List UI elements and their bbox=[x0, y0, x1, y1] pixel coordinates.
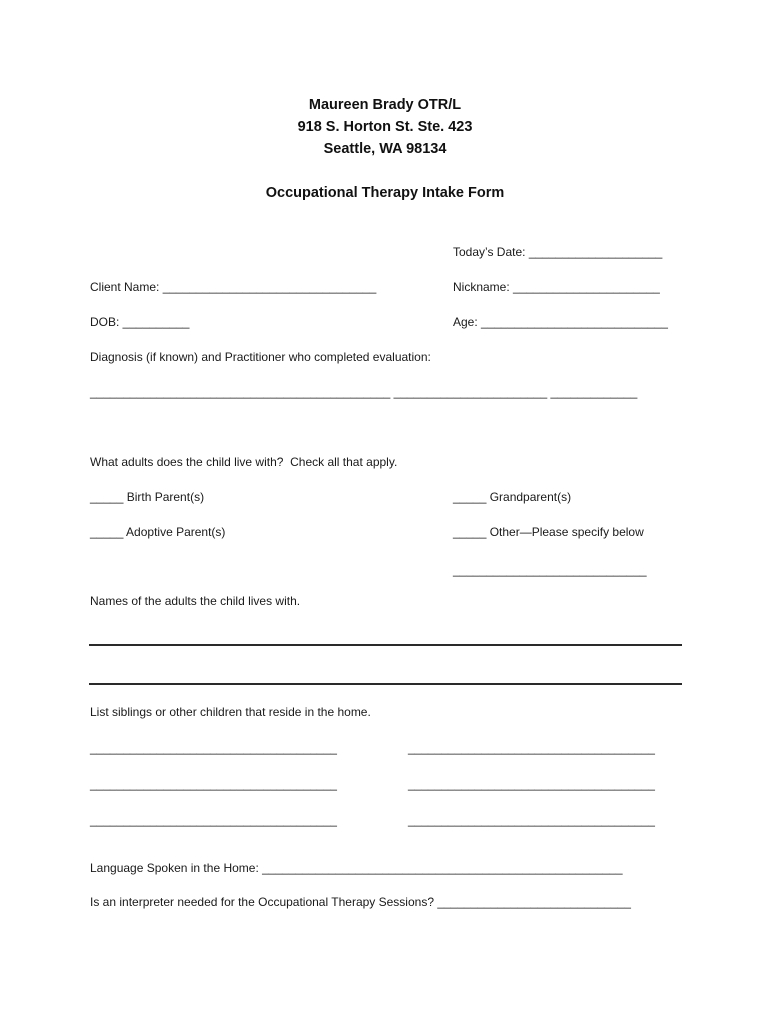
address-line-2: Seattle, WA 98134 bbox=[323, 141, 447, 157]
nickname-field[interactable]: Nickname: ______________________ bbox=[453, 280, 660, 294]
age-field[interactable]: Age: ____________________________ bbox=[453, 315, 668, 329]
checkbox-grandparent[interactable]: _____ Grandparent(s) bbox=[453, 490, 572, 504]
checkbox-adoptive-parent[interactable]: _____ Adoptive Parent(s) bbox=[90, 525, 226, 539]
interpreter-field[interactable]: Is an interpreter needed for the Occupational Therapy Sessions? _____________________________ bbox=[90, 895, 631, 909]
client-name-field[interactable]: Client Name: ________________________________ bbox=[90, 280, 377, 294]
checkbox-other[interactable]: _____ Other—Please specify below bbox=[453, 525, 644, 539]
other-specify-line[interactable]: _____________________________ bbox=[453, 563, 647, 577]
diagnosis-label: Diagnosis (if known) and Practitioner who completed evaluation: bbox=[90, 350, 431, 364]
sibling-line-left-3[interactable]: _____________________________________ bbox=[90, 813, 337, 827]
siblings-label: List siblings or other children that reside in the home. bbox=[90, 705, 371, 719]
practitioner-name: Maureen Brady OTR/L bbox=[308, 97, 462, 113]
language-field[interactable]: Language Spoken in the Home: ______________________________________________________ bbox=[90, 861, 623, 875]
sibling-line-left-1[interactable]: _____________________________________ bbox=[90, 741, 337, 755]
adult-names-line-1[interactable] bbox=[89, 644, 682, 646]
sibling-line-right-2[interactable]: _____________________________________ bbox=[408, 777, 655, 791]
sibling-line-right-1[interactable]: _____________________________________ bbox=[408, 741, 655, 755]
sibling-line-right-3[interactable]: _____________________________________ bbox=[408, 813, 655, 827]
dob-field[interactable]: DOB: __________ bbox=[90, 315, 190, 329]
adult-names-line-2[interactable] bbox=[89, 683, 682, 685]
diagnosis-line[interactable]: _____________________________________________ _______________________ _____________ bbox=[90, 385, 638, 399]
checkbox-birth-parent[interactable]: _____ Birth Parent(s) bbox=[90, 490, 205, 504]
adult-names-label: Names of the adults the child lives with. bbox=[90, 594, 301, 608]
todays-date-field[interactable]: Today’s Date: ____________________ bbox=[453, 245, 663, 259]
form-title: Occupational Therapy Intake Form bbox=[265, 185, 505, 201]
address-line-1: 918 S. Horton St. Ste. 423 bbox=[297, 119, 473, 135]
adults-question: What adults does the child live with? Check all that apply. bbox=[90, 455, 398, 469]
sibling-line-left-2[interactable]: _____________________________________ bbox=[90, 777, 337, 791]
